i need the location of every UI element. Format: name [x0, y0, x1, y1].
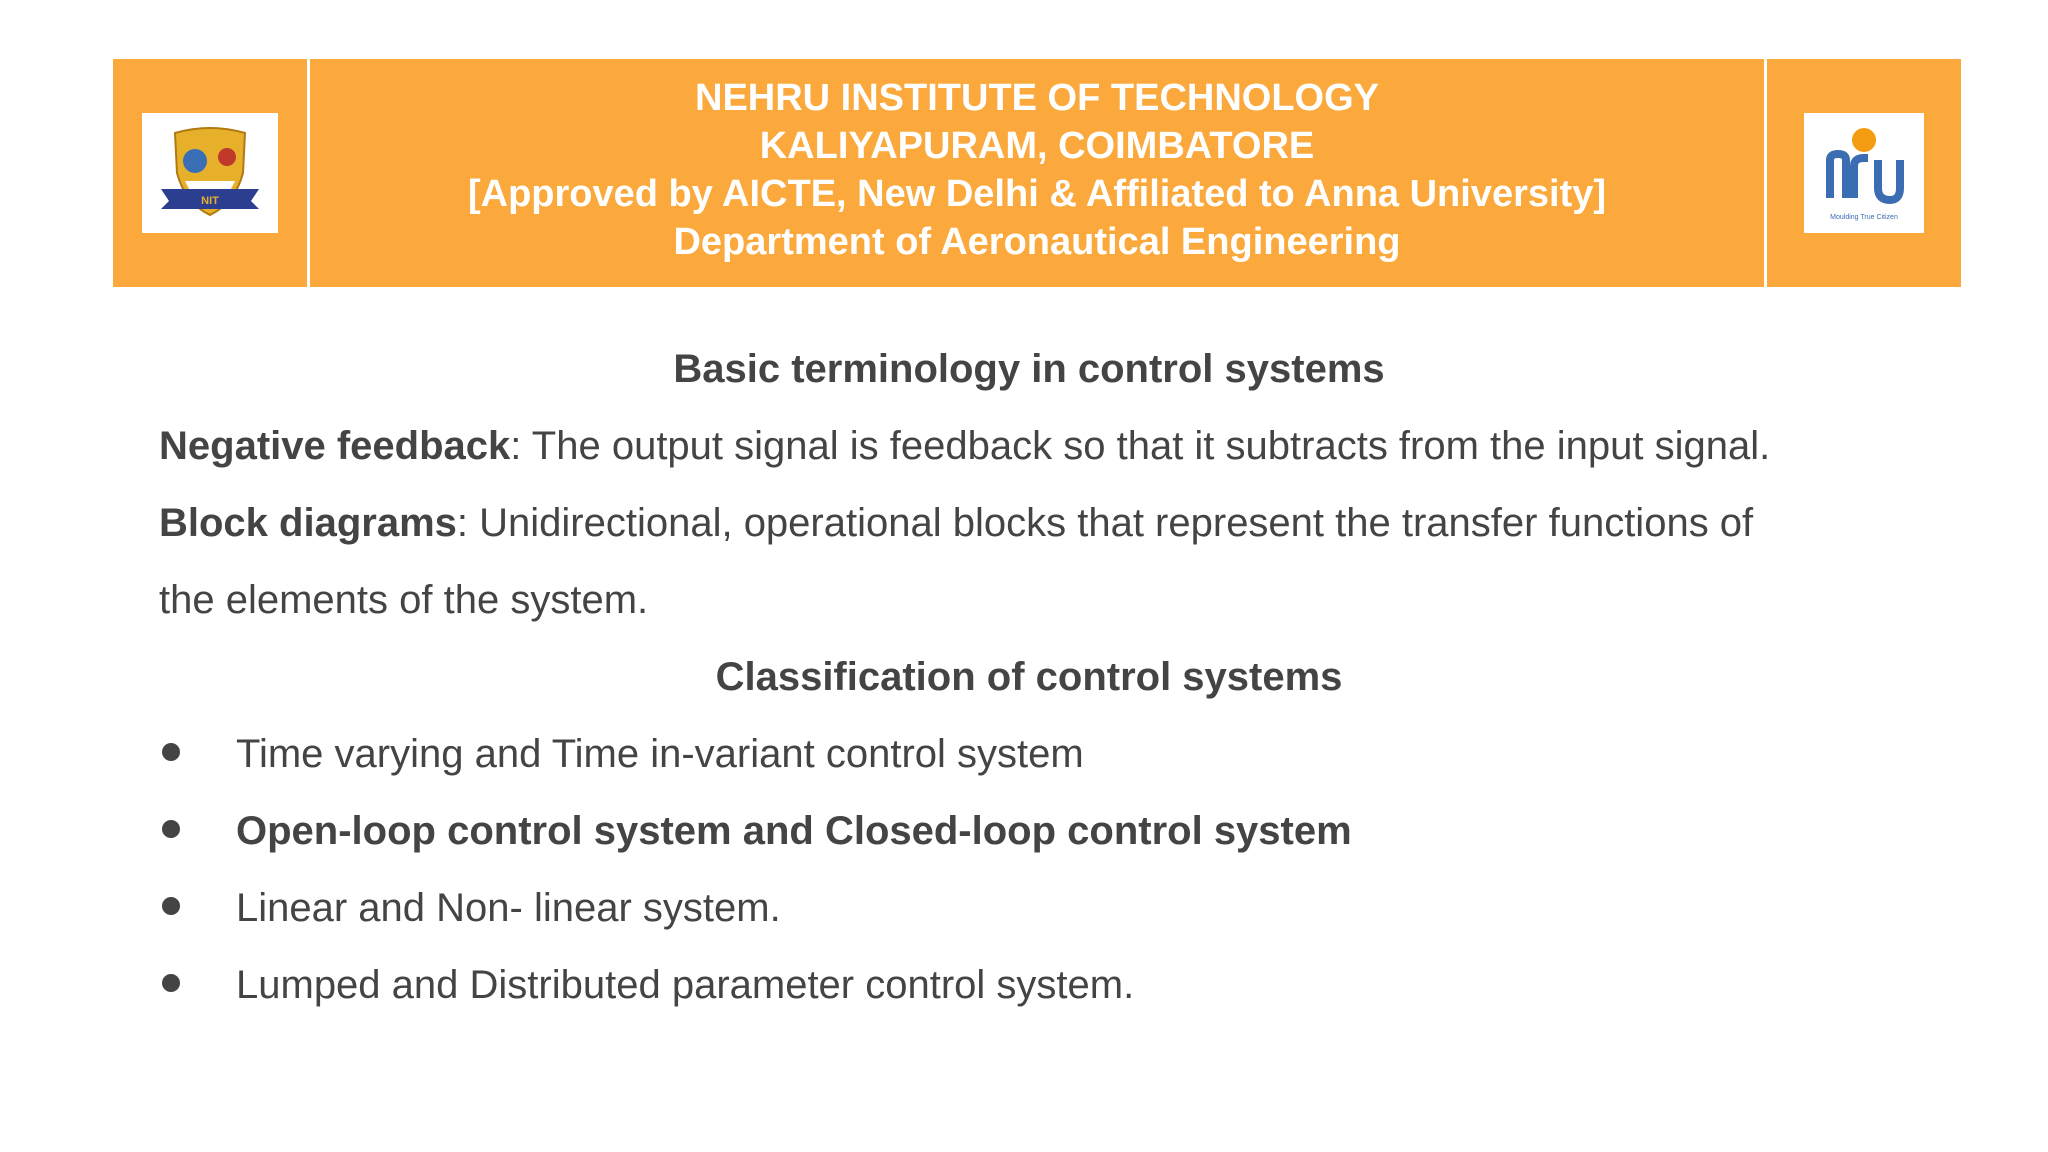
institution-header [310, 59, 1764, 287]
nehru-group-logo [1804, 113, 1924, 233]
list-item [159, 947, 1899, 1024]
list-item [159, 793, 1899, 870]
list-item [159, 716, 1899, 793]
bullet-icon [162, 820, 180, 838]
department-name: Department of Aeronautical Engineering [673, 221, 1401, 263]
nit-logo [142, 113, 278, 233]
block-diagrams-desc-continued: the elements of the system. [159, 578, 649, 622]
list-item-text: Open-loop control system and Closed-loop control system [236, 809, 1352, 853]
institution-approval: [Approved by AICTE, New Delhi & Affiliated to Anna University] [468, 173, 1606, 215]
bullet-icon [162, 897, 180, 915]
list-item-text: Lumped and Distributed parameter control system. [236, 963, 1135, 1007]
section-heading-terminology: Basic terminology in control systems [673, 347, 1385, 391]
nit-shield-icon [155, 123, 265, 223]
institution-name: NEHRU INSTITUTE OF TECHNOLOGY [695, 77, 1379, 119]
negative-feedback-desc: : The output signal is feedback so that it subtracts from the input signal. [510, 424, 1771, 468]
block-diagrams-desc: : Unidirectional, operational blocks that represent the transfer functions of [456, 501, 1754, 545]
institution-location: KALIYAPURAM, COIMBATORE [759, 125, 1315, 167]
bullet-icon [162, 743, 180, 761]
nehru-group-icon [1816, 126, 1912, 212]
list-item-text: Time varying and Time in-variant control system [236, 732, 1084, 776]
logo-tagline: Moulding True Citizen [1830, 213, 1898, 221]
negative-feedback-definition [159, 408, 1899, 485]
block-diagrams-definition [159, 485, 1899, 562]
list-item [159, 870, 1899, 947]
list-item-text: Linear and Non- linear system. [236, 886, 781, 930]
slide-content [159, 331, 1899, 1024]
section-heading-classification: Classification of control systems [715, 655, 1343, 699]
svg-text:NIT: NIT [201, 195, 219, 207]
negative-feedback-term: Negative feedback [159, 424, 511, 468]
block-diagrams-term: Block diagrams [159, 501, 457, 545]
bullet-icon [162, 974, 180, 992]
classification-list [159, 716, 1899, 1024]
right-logo-cell [1767, 59, 1961, 287]
left-logo-cell [113, 59, 307, 287]
header-banner [113, 59, 1961, 287]
